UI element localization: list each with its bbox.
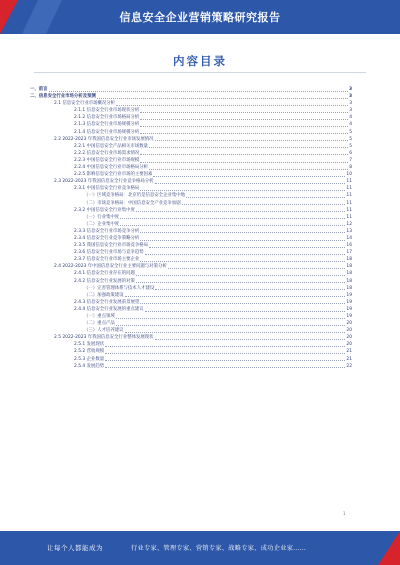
toc-entry[interactable]: [30, 270, 352, 277]
toc-entry[interactable]: [30, 221, 352, 228]
toc-entry-label: 2.1.4 信息安全行业市场规模分析: [74, 129, 140, 135]
toc-entry[interactable]: [30, 348, 352, 355]
toc-entry-label: （二）加强政策建设: [84, 292, 124, 298]
toc-entry-label: 2.3.6 信息安全行业市场与竞争趋势: [74, 250, 144, 256]
toc-entry-page: 19: [346, 299, 352, 305]
toc-entry-page: 20: [346, 342, 352, 348]
toc-leader-dots: [136, 272, 346, 276]
toc-entry-page: 5: [349, 143, 352, 149]
toc-leader-dots: [155, 286, 345, 290]
toc-entry[interactable]: [30, 327, 352, 334]
toc-entry-page: 11: [346, 200, 352, 206]
toc-entry-page: 5: [349, 136, 352, 142]
toc-entry-page: 19: [346, 292, 352, 298]
toc-entry[interactable]: [30, 299, 352, 306]
toc-entry-label: 2.3.3 信息安全行业市场竞争分析: [74, 228, 140, 234]
toc-entry[interactable]: [30, 93, 352, 100]
toc-entry[interactable]: [30, 129, 352, 136]
footer-tagline: 行业专家、管理专家、营销专家、战略专家、成功企业家……: [131, 545, 307, 552]
toc-entry-label: 2.1.3 信息安全行业市场规模分析: [74, 122, 140, 128]
toc-entry[interactable]: [30, 143, 352, 150]
toc-entry-page: 21: [346, 349, 352, 355]
toc-entry-label: （一）区域竞争格局：北京仍是信息安全企业集中地: [84, 193, 185, 199]
toc-entry-label: 2.5.2 营收规模: [74, 349, 105, 355]
toc-entry[interactable]: [30, 100, 352, 107]
toc-leader-dots: [49, 88, 348, 92]
toc-entry[interactable]: [30, 306, 352, 313]
toc-entry-page: 8: [349, 165, 352, 171]
toc-entry[interactable]: [30, 185, 352, 192]
toc-entry[interactable]: [30, 171, 352, 178]
toc-entry[interactable]: [30, 228, 352, 235]
toc-entry-page: 6: [349, 150, 352, 156]
toc-entry[interactable]: [30, 285, 352, 292]
toc-leader-dots: [125, 293, 346, 297]
toc-entry-label: （二）重点产品: [84, 321, 115, 327]
toc-title-divider: [34, 72, 366, 73]
toc-entry[interactable]: [30, 341, 352, 348]
toc-entry[interactable]: [30, 200, 352, 207]
toc-leader-dots: [116, 322, 346, 326]
toc-entry-label: 2.3 2022-2023 年我国信息安全行业竞争格局分析: [54, 179, 154, 185]
toc-entry[interactable]: [30, 114, 352, 121]
toc-leader-dots: [149, 244, 345, 248]
toc-entry-label: 2.5.3 企业数量: [74, 356, 105, 362]
toc-leader-dots: [149, 144, 348, 148]
toc-leader-dots: [140, 258, 345, 262]
toc-entry[interactable]: [30, 292, 352, 299]
toc-entry[interactable]: [30, 178, 352, 185]
toc-leader-dots: [140, 159, 348, 163]
toc-entry[interactable]: [30, 242, 352, 249]
toc-entry-label: 2.2 2022-2023 年我国信息安全行业市场发展情况: [54, 136, 154, 142]
toc-entry-page: 10: [346, 172, 352, 178]
toc-entry-page: 16: [346, 243, 352, 249]
toc-entry-label: （一）完善管理体系与技术人才建设: [84, 285, 155, 291]
toc-entry-page: 21: [346, 356, 352, 362]
toc-entry-label: 2.4.3 信息安全行业发展前景展望: [74, 299, 140, 305]
toc-entry[interactable]: [30, 320, 352, 327]
toc-entry-label: 2.3.5 我国信息安全行业市场竞争格局: [74, 243, 149, 249]
toc-entry-label: 2.4.4 信息安全行业发展的重点建议: [74, 306, 144, 312]
toc-entry-label: 2.3.4 信息安全行业竞争策略分析: [74, 235, 140, 241]
toc-leader-dots: [140, 130, 348, 134]
toc-leader-dots: [168, 265, 346, 269]
toc-entry-page: 11: [346, 214, 352, 220]
toc-entry[interactable]: [30, 334, 352, 341]
toc-leader-dots: [140, 116, 348, 120]
toc-entry-page: 4: [349, 122, 352, 128]
toc-leader-dots: [140, 123, 348, 127]
toc-entry-label: （三）人才培养建议: [84, 328, 124, 334]
toc-entry-page: 18: [346, 285, 352, 291]
toc-entry-label: 2.2.1 中国信息安全产品相关市场数量: [74, 143, 149, 149]
toc-entry-label: 2.3.7 信息安全行业市场主要企业: [74, 257, 140, 263]
toc-entry[interactable]: [30, 278, 352, 285]
footer-slogan: 让每个人都能成为: [47, 544, 103, 552]
toc-leader-dots: [136, 279, 346, 283]
toc-entry-label: 2.2.5 影响信息安全行业市场的主要因素: [74, 172, 153, 178]
toc-entry-page: 3: [348, 87, 352, 92]
toc-entry[interactable]: [30, 313, 352, 320]
toc-entry-page: 19: [346, 314, 352, 319]
toc-leader-dots: [153, 173, 345, 177]
toc-entry-page: 18: [346, 264, 352, 270]
toc-entry-label: 2.3.1 中国信息安全行业竞争格局: [74, 186, 140, 192]
toc-leader-dots: [105, 343, 345, 347]
toc-leader-dots: [149, 166, 348, 170]
toc-leader-dots: [140, 229, 345, 233]
toc-entry-page: 20: [346, 328, 352, 334]
toc-entry-label: 2.3.2 中国信息安全行业集中度: [74, 207, 135, 213]
toc-entry-label: 2.1 信息安全行业市场概况分析: [54, 101, 116, 107]
toc-entry-page: 20: [346, 321, 352, 327]
toc-entry[interactable]: [30, 192, 352, 199]
toc-entry-label: 2.1.1 信息安全行业市场现状分析: [74, 108, 140, 114]
toc-entry-label: 2.5.4 发展趋势: [74, 363, 105, 369]
toc-leader-dots: [105, 350, 345, 354]
toc-entry-label: （一）重点领域: [84, 314, 115, 319]
toc-leader-dots: [145, 308, 346, 312]
toc-entry[interactable]: [30, 263, 352, 270]
toc-entry-page: 11: [346, 207, 352, 213]
report-title: 信息安全企业营销策略研究报告: [119, 11, 281, 24]
toc-entry-page: 18: [346, 257, 352, 263]
toc-entry-label: （二）企业集中度: [84, 221, 120, 227]
toc-entry-page: 14: [346, 235, 352, 241]
toc-entry-page: 11: [346, 186, 352, 192]
toc-entry-page: 11: [346, 193, 352, 199]
toc-entry[interactable]: [30, 214, 352, 221]
toc-entry-label: （二）市场竞争格局：中国信息安全产业竞争加剧: [84, 200, 181, 206]
toc-leader-dots: [120, 215, 345, 219]
toc-entry-page: 3: [349, 101, 352, 107]
toc-entry-page: 18: [346, 271, 352, 277]
toc-leader-dots: [145, 251, 346, 255]
toc-leader-dots: [120, 222, 345, 226]
toc-leader-dots: [155, 336, 346, 340]
toc-entry-label: 2.2.2 信息安全行业市场需求情况: [74, 150, 140, 156]
toc-leader-dots: [140, 187, 345, 191]
toc-entry-label: （一）行业集中度: [84, 214, 120, 220]
toc-entry-label: 2.2.4 中国信息安全行业市场格局分析: [74, 165, 149, 171]
toc-entry-label: 2.2.3 中国信息安全行业市场规模: [74, 157, 140, 163]
toc-leader-dots: [105, 364, 345, 368]
toc-entry-page: 5: [349, 129, 352, 135]
toc-entry[interactable]: [30, 249, 352, 256]
toc-leader-dots: [105, 357, 345, 361]
toc-entry-label: 一、前言: [30, 87, 48, 92]
toc-leader-dots: [140, 300, 345, 304]
toc-entry-page: 3: [349, 108, 352, 114]
toc-entry[interactable]: [30, 256, 352, 263]
toc-entry-page: 11: [346, 179, 352, 185]
toc-entry[interactable]: [30, 235, 352, 242]
toc-entry-label: 2.5.1 发展现状: [74, 342, 105, 348]
toc-leader-dots: [140, 151, 348, 155]
toc-entry[interactable]: [30, 136, 352, 143]
page-marker: 1: [343, 511, 346, 516]
toc-leader-dots: [186, 194, 345, 198]
toc-entry-label: 2.5 2022-2023 年我国信息安全行业整体发展现状: [54, 335, 154, 341]
toc-entry-label: 2.4 2022-2023 年中国信息安全行业主要问题与对策分析: [54, 264, 167, 270]
toc-leader-dots: [116, 315, 346, 319]
toc-leader-dots: [116, 102, 348, 106]
toc-entry-label: 2.1.2 信息安全行业市场格局分析: [74, 115, 140, 121]
toc-entry-page: 4: [349, 115, 352, 121]
footer-banner: [0, 531, 400, 565]
toc-leader-dots: [155, 137, 349, 141]
toc-leader-dots: [155, 180, 346, 184]
toc-entry-page: 22: [346, 363, 352, 369]
toc-title: 内容目录: [173, 54, 227, 68]
table-of-contents: [30, 86, 352, 370]
toc-entry[interactable]: [30, 107, 352, 114]
toc-entry[interactable]: [30, 86, 352, 93]
toc-entry-label: 二、信息安全行业市场分析及预测: [30, 94, 96, 100]
toc-entry-page: 19: [346, 306, 352, 312]
toc-entry-page: 7: [349, 157, 352, 163]
toc-entry-page: 3: [348, 94, 352, 100]
toc-leader-dots: [140, 109, 348, 113]
toc-entry-page: 13: [346, 228, 352, 234]
toc-leader-dots: [140, 237, 345, 241]
toc-entry[interactable]: [30, 356, 352, 363]
toc-entry[interactable]: [30, 207, 352, 214]
toc-entry[interactable]: [30, 157, 352, 164]
header-banner: [0, 0, 400, 34]
toc-entry[interactable]: [30, 363, 352, 370]
footer-red-corner: [378, 531, 400, 565]
toc-entry-page: 17: [346, 250, 352, 256]
toc-entry-page: 20: [346, 335, 352, 341]
toc-entry[interactable]: [30, 121, 352, 128]
toc-entry-page: 12: [346, 221, 352, 227]
toc-leader-dots: [182, 201, 346, 205]
toc-entry[interactable]: [30, 150, 352, 157]
toc-leader-dots: [97, 95, 348, 99]
toc-entry-label: 2.4.1 信息安全行业存在的问题: [74, 271, 135, 277]
toc-entry[interactable]: [30, 164, 352, 171]
toc-entry-label: 2.4.2 信息安全行业发展的对策: [74, 278, 135, 284]
toc-leader-dots: [125, 329, 346, 333]
toc-leader-dots: [136, 208, 346, 212]
toc-entry-page: 18: [346, 278, 352, 284]
